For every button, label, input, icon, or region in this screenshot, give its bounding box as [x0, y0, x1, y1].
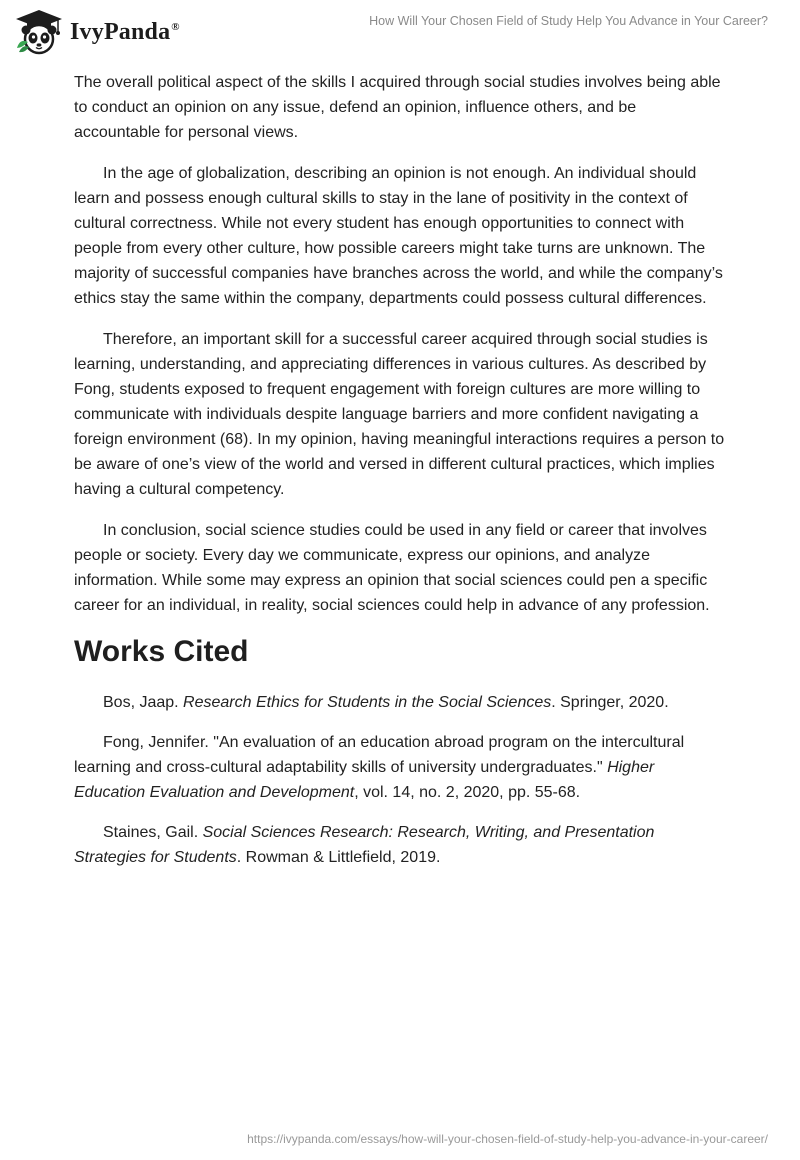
essay-body: [74, 70, 726, 885]
citation-entry: Bos, Jaap. Research Ethics for Students in the Social Sciences. Springer, 2020.: [103, 694, 669, 711]
panda-graduation-icon: [14, 8, 64, 56]
citation-entry: Fong, Jennifer. "An evaluation of an education abroad program on the intercultural learning and cross-cultural adaptability skills of university undergraduates." Higher Education Evaluation and Development, vol. 14, no. 2, 2020, pp. 55-68.: [74, 734, 685, 801]
citation-entry: Staines, Gail. Social Sciences Research: Research, Writing, and Presentation Strategies for Students. Rowman & Littlefield, 2019.: [74, 824, 655, 866]
paragraph: In the age of globalization, describing an opinion is not enough. An individual should learn and possess enough cultural skills to stay in the lane of positivity in the context of cultural correctness. While not every student has enough opportunities to connect with people from every other culture, how possible careers might take turns are unknown. The majority of successful companies have branches across the world, and while the company’s ethics stay the same within the company, departments could possess cultural differences.: [74, 165, 723, 307]
page-header: [0, 0, 800, 70]
brand-name: IvyPanda®: [70, 18, 180, 45]
document-title: How Will Your Chosen Field of Study Help You Advance in Your Career?: [369, 14, 768, 28]
paragraph: The overall political aspect of the skills I acquired through social studies involves being able to conduct an opinion on any issue, defend an opinion, influence others, and be accountable for personal views.: [74, 74, 721, 141]
works-cited-heading: Works Cited: [74, 635, 249, 668]
paragraph: In conclusion, social science studies could be used in any field or career that involves people or society. Every day we communicate, express our opinions, and analyze information. While some may express an opinion that social sciences could pen a specific career for an individual, in reality, social sciences could help in advance of any profession.: [74, 522, 710, 614]
source-url[interactable]: https://ivypanda.com/essays/how-will-your-chosen-field-of-study-help-you-advance-in-your-career/: [247, 1132, 768, 1146]
ivypanda-logo[interactable]: [14, 8, 180, 56]
paragraph: Therefore, an important skill for a successful career acquired through social studies is learning, understanding, and appreciating differences in various cultures. As described by Fong, students exposed to frequent engagement with foreign cultures are more willing to communicate with individuals despite language barriers and more confident navigating a foreign environment (68). In my opinion, having meaningful interactions requires a person to be aware of one’s view of the world and versed in different cultural practices, which implies having a cultural competency.: [74, 331, 725, 498]
